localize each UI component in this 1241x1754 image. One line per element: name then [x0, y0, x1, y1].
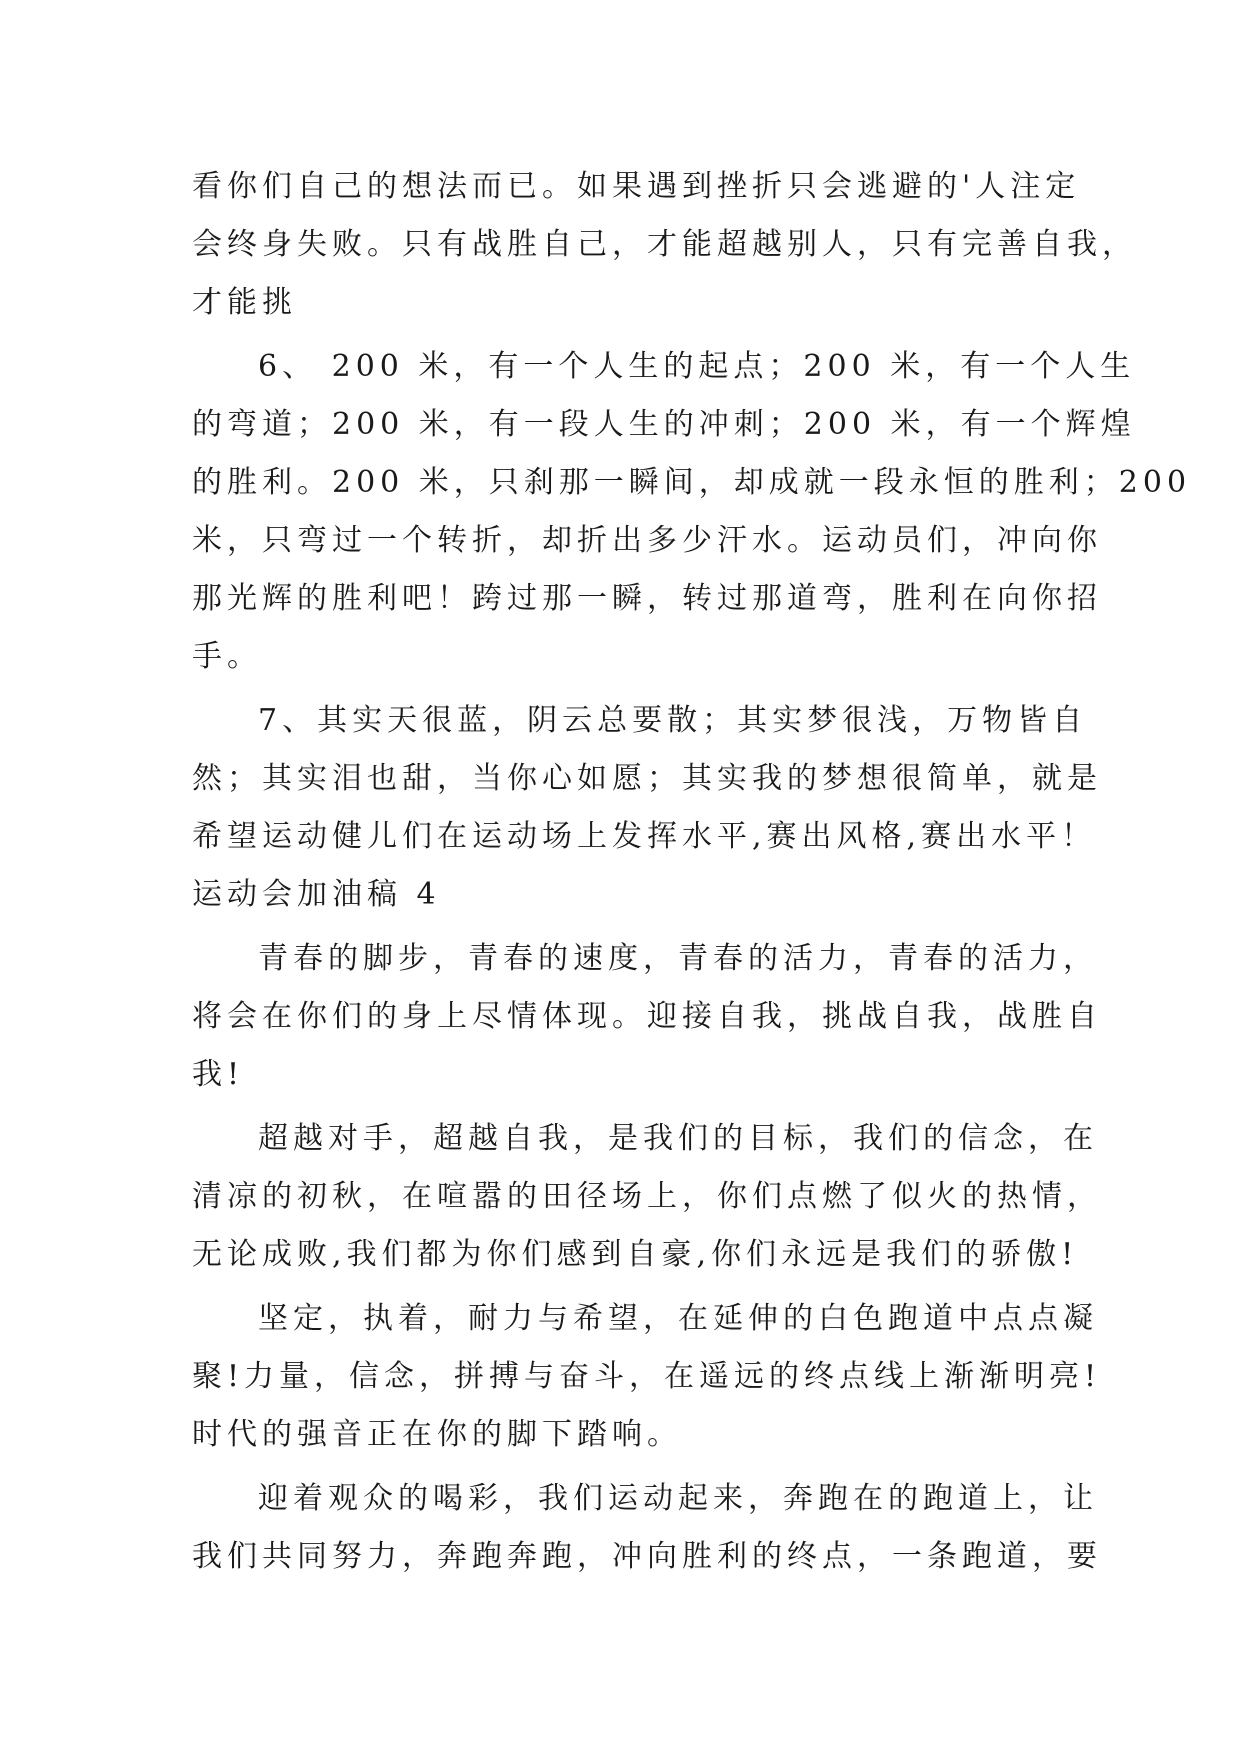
- paragraph-item-7: [192, 692, 1102, 866]
- text-line: 坚定，执着，耐力与希望，在延伸的白色跑道中点点凝: [258, 1301, 1098, 1336]
- text-line: 6、 200 米，有一个人生的起点；200 米，有一个人生: [258, 349, 1136, 384]
- text-line: 才能挑: [192, 285, 297, 320]
- text-line: 时代的强音正在你的脚下踏响。: [192, 1417, 682, 1452]
- text-line: 会终身失败。只有战胜自己，才能超越别人，只有完善自我，: [192, 227, 1137, 262]
- paragraph-item-6: [192, 338, 1192, 686]
- text-line: 然；其实泪也甜，当你心如愿；其实我的梦想很简单，就是: [192, 761, 1102, 796]
- section-paragraph-2: [192, 1110, 1102, 1284]
- paragraph-continuation: [192, 158, 1137, 332]
- section-paragraph-3: [192, 1290, 1102, 1464]
- section-paragraph-1: [192, 930, 1102, 1104]
- text-line: 希望运动健儿们在运动场上发挥水平,赛出风格,赛出水平！: [192, 819, 1097, 854]
- text-line: 看你们自己的想法而已。如果遇到挫折只会逃避的'人注定: [192, 169, 1081, 204]
- section-paragraph-4: [192, 1470, 1102, 1586]
- text-line: 聚!力量，信念，拼搏与奋斗，在遥远的终点线上渐渐明亮!: [192, 1359, 1102, 1394]
- text-line: 无论成败,我们都为你们感到自豪,你们永远是我们的骄傲!: [192, 1237, 1079, 1272]
- text-line: 青春的脚步，青春的速度，青春的活力，青春的活力，: [258, 941, 1098, 976]
- text-line: 那光辉的胜利吧！跨过那一瞬，转过那道弯，胜利在向你招: [192, 581, 1102, 616]
- text-line: 手。: [192, 639, 262, 674]
- text-line: 将会在你们的身上尽情体现。迎接自我，挑战自我，战胜自: [192, 999, 1102, 1034]
- section-title: 运动会加油稿 4: [192, 877, 441, 912]
- text-line: 米，只弯过一个转折，却折出多少汗水。运动员们，冲向你: [192, 523, 1102, 558]
- document-body: [192, 158, 1192, 1586]
- text-line: 我们共同努力，奔跑奔跑，冲向胜利的终点，一条跑道，要: [192, 1539, 1102, 1574]
- text-line: 7、其实天很蓝，阴云总要散；其实梦很浅，万物皆自: [258, 703, 1088, 738]
- text-line: 迎着观众的喝彩，我们运动起来，奔跑在的跑道上，让: [258, 1481, 1098, 1516]
- text-line: 我!: [192, 1057, 245, 1092]
- text-line: 超越对手，超越自我，是我们的目标，我们的信念，在: [258, 1121, 1098, 1156]
- text-line: 的弯道；200 米，有一段人生的冲刺；200 米，有一个辉煌: [192, 407, 1136, 442]
- text-line: 的胜利。200 米，只刹那一瞬间，却成就一段永恒的胜利；200: [192, 465, 1192, 500]
- text-line: 清凉的初秋，在喧嚣的田径场上，你们点燃了似火的热情，: [192, 1179, 1102, 1214]
